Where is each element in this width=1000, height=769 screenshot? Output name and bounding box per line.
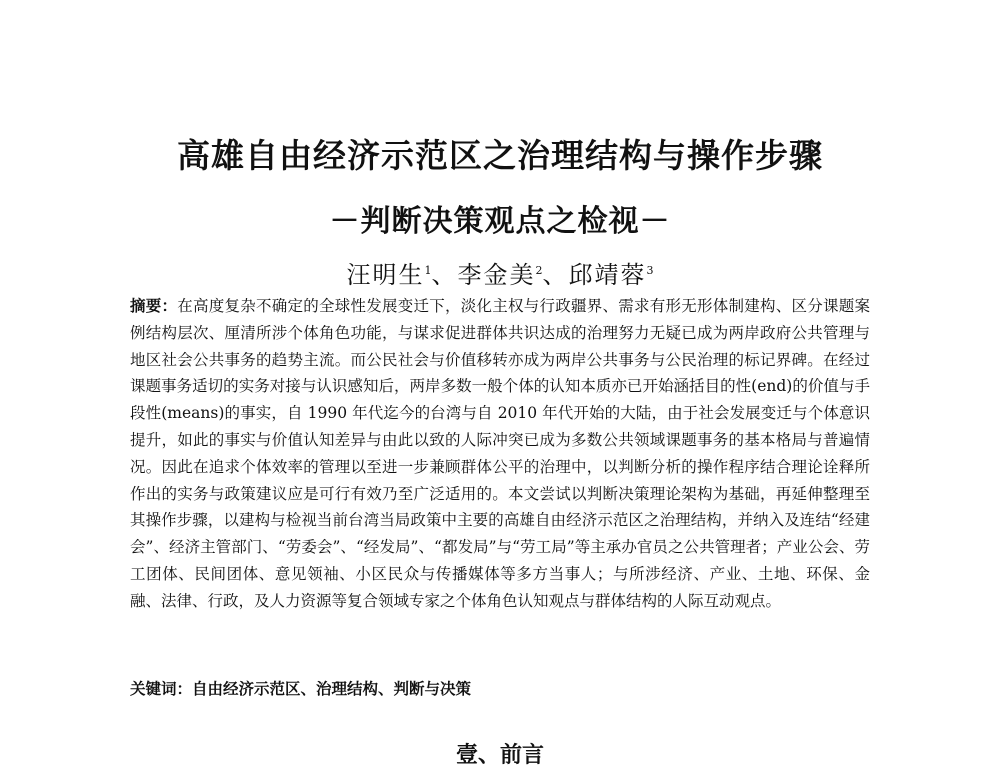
keywords-text: 自由经济示范区、治理结构、判断与决策 [192,680,472,698]
abstract-label: 摘要： [130,296,178,315]
paper-title: 高雄自由经济示范区之治理结构与操作步骤 [177,136,823,175]
author-separator: 、 [542,261,569,289]
author-list [0,255,1000,290]
paper-subtitle: －判断决策观点之检视－ [329,204,671,239]
author-name: 李金美 [457,261,536,289]
section-heading: 壹、前言 [455,743,544,768]
author-affiliation-mark: 2 [535,264,543,277]
author-affiliation-mark: 3 [646,264,654,277]
keywords [130,677,870,699]
abstract [130,293,870,615]
author-affiliation-mark: 1 [424,264,432,277]
keywords-label: 关键词： [130,680,193,698]
author-name: 邱靖蓉 [568,261,647,289]
abstract-text: 在高度复杂不确定的全球性发展变迁下，淡化主权与行政疆界、需求有形无形体制建构、区分课题案例结构层次、厘清所涉个体角色功能，与谋求促进群体共识达成的治理努力无疑已成为两岸政府公共管理与地区社会公共事务的趋势主流。而公民社会与价值移转亦成为两岸公共事务与公民治理的标记界碑。在经过课题事务适切的实务对接与认识感知后，两岸多数一般个体的认知本质亦已开始涵括目的性(end)的价值与手段性(means)的事实，自 1990 年代迄今的台湾与自 2010 年代开始的大陆，由于社会发展变迁与个体意识提升，如此的事实与价值认知差异与由此以致的人际冲突已成为多数公共领域课题事务的基本格局与普遍情况。因此在追求个体效率的管理以至进一步兼顾群体公平的治理中，以判断分析的操作程序结合理论诠释所作出的实务与政策建议应是可行有效乃至广泛适用的。本文尝试以判断决策理论架构为基础，再延伸整理至其操作步骤，以建构与检视当前台湾当局政策中主要的高雄自由经济示范区之治理结构，并纳入及连结“经建会”、经济主管部门、“劳委会”、“经发局”、“都发局”与“劳工局”等主承办官员之公共管理者；产业公会、劳工团体、民间团体、意见领袖、小区民众与传播媒体等多方当事人；与所涉经济、产业、土地、环保、金融、法律、行政，及人力资源等复合领域专家之个体角色认知观点与群体结构的人际互动观点。 [130,297,870,610]
author-name: 汪明生 [346,261,425,289]
author-separator: 、 [431,261,458,289]
